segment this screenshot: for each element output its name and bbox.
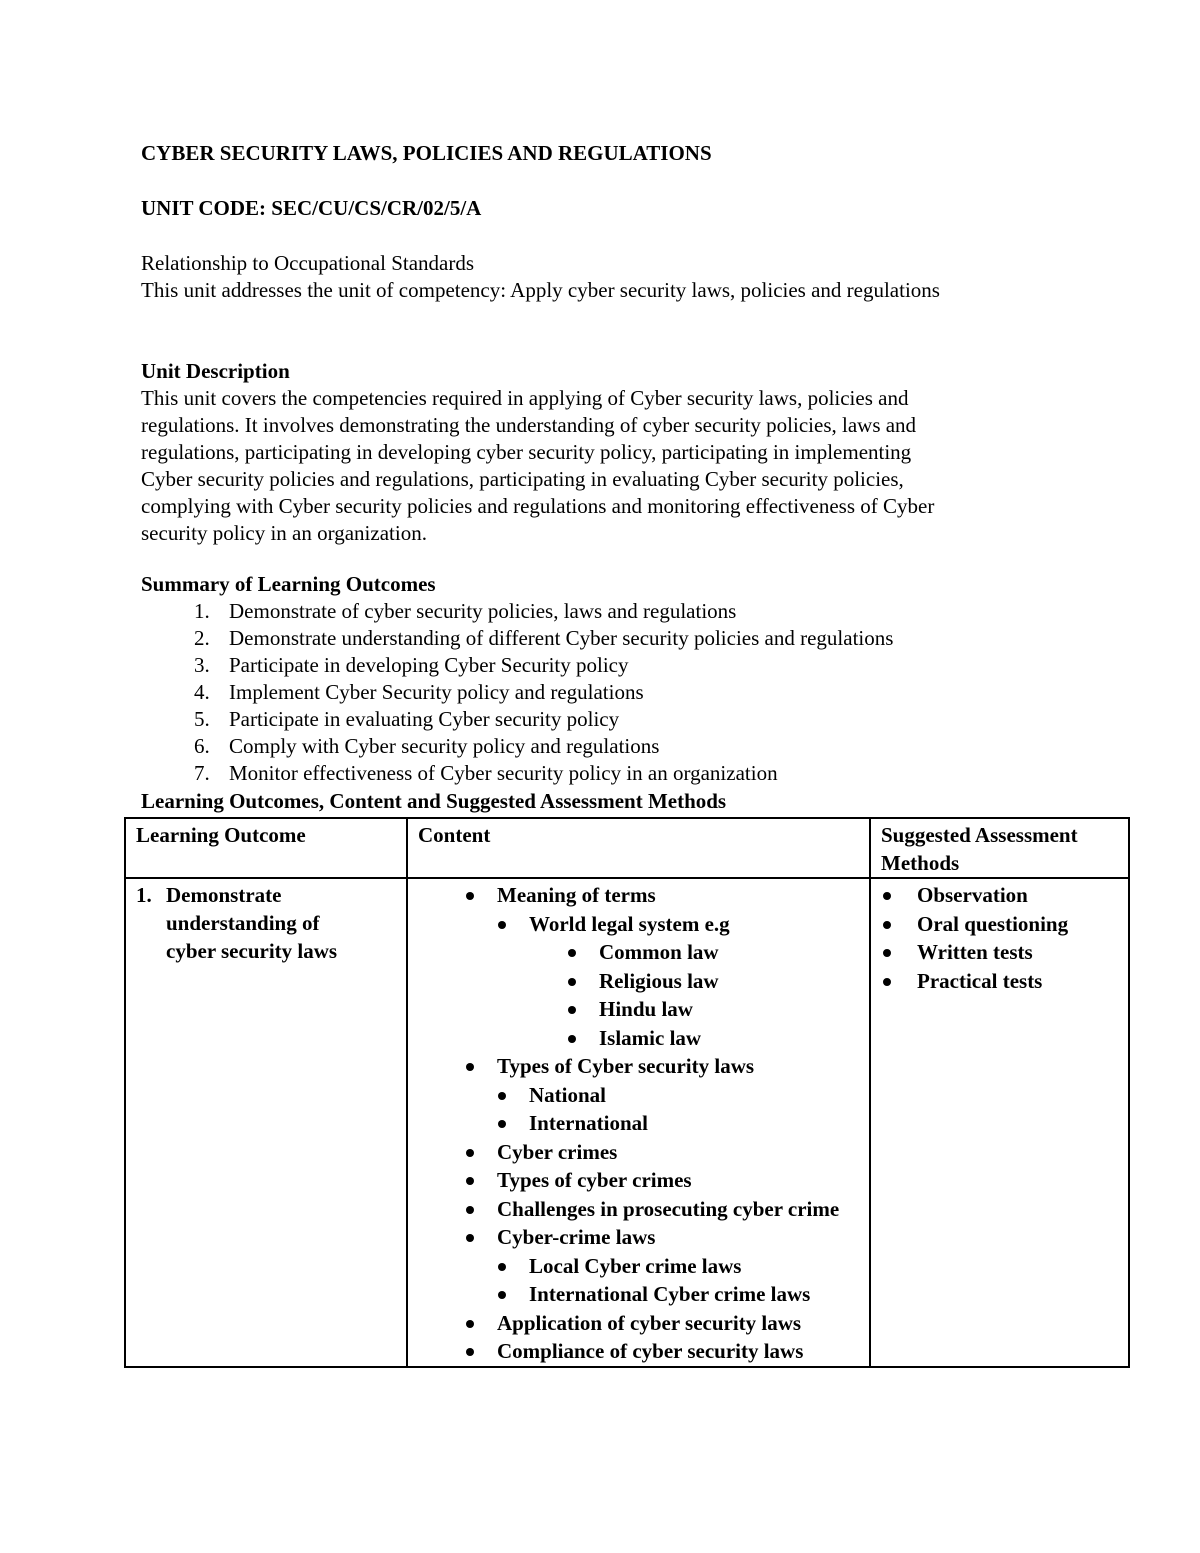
content-item-text: Cyber crimes — [497, 1139, 618, 1164]
bullet-icon — [498, 921, 506, 929]
list-item-text: Comply with Cyber security policy and regulations — [229, 734, 660, 758]
header-content: Content — [407, 818, 870, 878]
unit-description-line: This unit covers the competencies required in applying of Cyber security laws, policies and — [141, 386, 909, 410]
bullet-icon — [498, 1291, 506, 1299]
outcome-cell — [125, 878, 407, 1367]
list-item-number: 4. — [194, 680, 210, 704]
learning-outcomes-table — [124, 817, 1130, 1368]
assessment-cell — [870, 878, 1129, 1367]
bullet-icon — [883, 978, 891, 986]
list-item — [141, 706, 1131, 733]
assessment-item — [881, 881, 1118, 910]
document-page — [136, 140, 1131, 1363]
content-item — [418, 1138, 859, 1167]
content-item — [418, 881, 859, 910]
header-learning-outcome: Learning Outcome — [125, 818, 407, 878]
content-item — [418, 1166, 859, 1195]
content-item-text: Challenges in prosecuting cyber crime — [497, 1196, 840, 1221]
assessment-item — [881, 967, 1118, 996]
content-item-text: Types of Cyber security laws — [497, 1054, 755, 1078]
table-row — [125, 878, 1129, 1367]
bullet-icon — [883, 892, 891, 900]
assessment-item-text: Written tests — [917, 940, 1033, 964]
bullet-icon — [466, 1149, 474, 1157]
bullet-icon — [498, 1263, 506, 1271]
assessment-item-text: Practical tests — [917, 968, 1043, 993]
content-item-text: Islamic law — [599, 1025, 702, 1050]
list-item-text: Demonstrate understanding of different Cyber security policies and regulations — [229, 626, 894, 650]
summary-heading: Summary of Learning Outcomes — [141, 572, 436, 596]
content-item-text: International — [529, 1111, 649, 1135]
assessment-item-text: Observation — [917, 883, 1028, 907]
unit-description-line: regulations. It involves demonstrating the understanding of cyber security policies, laws and — [141, 413, 917, 437]
list-item-text: Demonstrate of cyber security policies, laws and regulations — [229, 599, 737, 623]
content-item — [418, 938, 859, 967]
content-item-text: National — [529, 1082, 607, 1107]
content-item-text: Religious law — [599, 968, 719, 993]
content-item — [418, 1280, 859, 1309]
list-item-number: 1. — [194, 599, 210, 623]
content-item-text: Common law — [599, 940, 719, 964]
bullet-icon — [466, 1206, 474, 1214]
list-item — [141, 598, 1131, 625]
unit-description-line: Cyber security policies and regulations, participating in evaluating Cyber security policies, — [141, 467, 904, 491]
content-item — [418, 1109, 859, 1138]
list-item-number: 5. — [194, 707, 210, 731]
bullet-icon — [466, 1234, 474, 1242]
unit-description-text — [141, 385, 1131, 547]
list-item — [141, 625, 1131, 652]
content-item — [418, 1052, 859, 1081]
unit-description-line: regulations, participating in developing cyber security policy, participating in implementing — [141, 440, 912, 464]
content-item — [418, 1337, 859, 1366]
list-item-number: 3. — [194, 653, 210, 677]
list-item — [141, 652, 1131, 679]
list-item-text: Participate in evaluating Cyber security policy — [229, 707, 620, 731]
outcome-number: 1. — [136, 883, 152, 907]
outcome-line: understanding of — [166, 911, 320, 935]
bullet-icon — [498, 1120, 506, 1128]
content-item-text: Application of cyber security laws — [497, 1310, 802, 1335]
assessment-item — [881, 910, 1118, 939]
summary-list — [141, 598, 1131, 787]
content-item-text: Cyber-crime laws — [497, 1225, 656, 1249]
content-item-text: Hindu law — [599, 997, 693, 1021]
content-cell — [407, 878, 870, 1367]
bullet-icon — [568, 949, 576, 957]
content-item — [418, 1252, 859, 1281]
content-item-text: World legal system e.g — [529, 911, 730, 936]
content-item — [418, 1024, 859, 1053]
bullet-icon — [466, 892, 474, 900]
content-item-text: Types of cyber crimes — [497, 1168, 692, 1192]
document-title: CYBER SECURITY LAWS, POLICIES AND REGULATIONS — [141, 141, 712, 165]
bullet-icon — [568, 1035, 576, 1043]
list-item — [141, 733, 1131, 760]
content-item-text: Meaning of terms — [497, 883, 656, 907]
content-item — [418, 1195, 859, 1224]
list-item-text: Implement Cyber Security policy and regulations — [229, 680, 644, 704]
list-item — [141, 679, 1131, 706]
bullet-icon — [568, 978, 576, 986]
content-item — [418, 1081, 859, 1110]
bullet-icon — [466, 1348, 474, 1356]
relationship-section — [141, 250, 1131, 304]
unit-description-heading: Unit Description — [141, 359, 290, 383]
content-item-text: Local Cyber crime laws — [529, 1253, 742, 1278]
relationship-heading: Relationship to Occupational Standards — [141, 251, 475, 275]
table-heading: Learning Outcomes, Content and Suggested Assessment Methods — [141, 789, 727, 813]
assessment-item — [881, 938, 1118, 967]
table-header-row — [125, 818, 1129, 878]
outcome-line: cyber security laws — [166, 939, 338, 963]
assessment-item-text: Oral questioning — [917, 911, 1069, 936]
bullet-icon — [466, 1320, 474, 1328]
header-assessment: Suggested Assessment Methods — [870, 818, 1129, 878]
bullet-icon — [498, 1092, 506, 1100]
list-item-number: 7. — [194, 761, 210, 785]
bullet-icon — [466, 1177, 474, 1185]
content-item — [418, 1309, 859, 1338]
outcome-text — [136, 881, 396, 965]
content-item — [418, 967, 859, 996]
unit-description-line: complying with Cyber security policies and regulations and monitoring effectiveness of Cyber — [141, 494, 935, 518]
content-list — [418, 881, 859, 1366]
bullet-icon — [568, 1006, 576, 1014]
bullet-icon — [883, 949, 891, 957]
content-item — [418, 910, 859, 939]
unit-description-section — [141, 358, 1131, 547]
summary-section — [141, 571, 1131, 787]
outcome-line: Demonstrate — [166, 883, 282, 907]
unit-code: UNIT CODE: SEC/CU/CS/CR/02/5/A — [141, 196, 482, 220]
unit-description-line: security policy in an organization. — [141, 521, 427, 545]
list-item-number: 6. — [194, 734, 210, 758]
list-item-number: 2. — [194, 626, 210, 650]
list-item-text: Monitor effectiveness of Cyber security policy in an organization — [229, 761, 778, 785]
content-item-text: International Cyber crime laws — [529, 1282, 811, 1306]
list-item-text: Participate in developing Cyber Security policy — [229, 653, 629, 677]
assessment-list — [881, 881, 1118, 995]
content-item — [418, 995, 859, 1024]
content-item — [418, 1223, 859, 1252]
bullet-icon — [883, 921, 891, 929]
bullet-icon — [466, 1063, 474, 1071]
relationship-text: This unit addresses the unit of competency: Apply cyber security laws, policies and regulations — [141, 278, 940, 302]
list-item — [141, 760, 1131, 787]
content-item-text: Compliance of cyber security laws — [497, 1339, 804, 1363]
